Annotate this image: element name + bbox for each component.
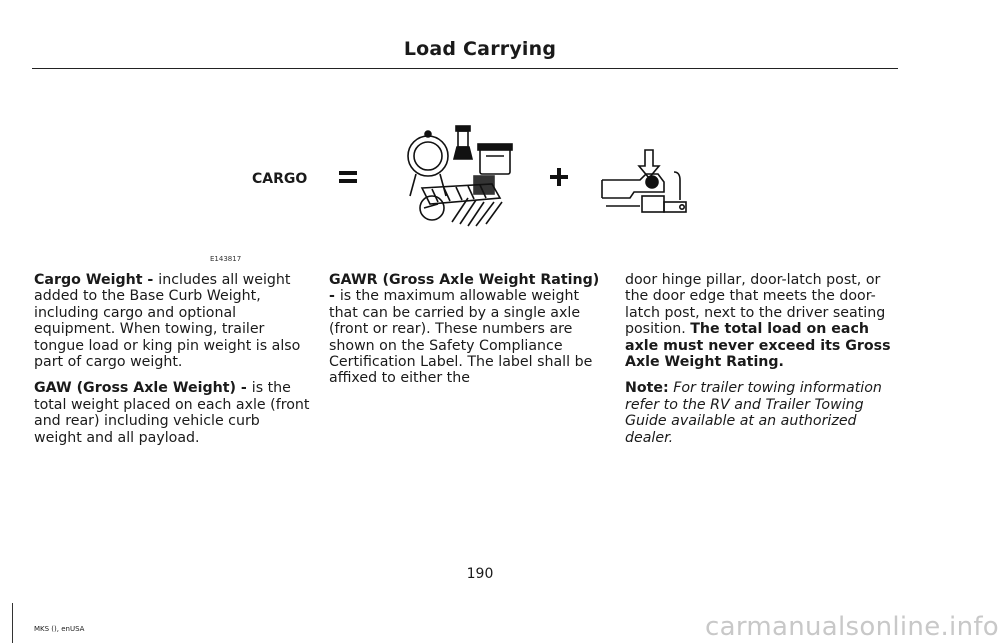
page-title: Load Carrying	[403, 38, 557, 60]
column-2	[329, 272, 605, 397]
label-location-text: door hinge pillar, door-latch post, or the door edge that meets the door-latch post, next to the driver seating position.	[625, 272, 886, 338]
column-3	[625, 272, 901, 456]
column-1	[34, 272, 310, 456]
axle-load-warning: The total load on each axle must never exceed its Gross Axle Weight Rating.	[625, 321, 891, 371]
note-text: For trailer towing information refer to the RV and Trailer Towing Guide available at an authorized dealer.	[625, 380, 882, 446]
equals-icon	[339, 171, 359, 185]
gaw-paragraph	[34, 380, 310, 446]
page-number: 190	[466, 566, 494, 582]
watermark: carmanualsonline.info	[705, 612, 999, 642]
towing-note-paragraph	[625, 380, 901, 446]
figure-code: E143817	[210, 255, 242, 263]
gaw-term: GAW (Gross Axle Weight) -	[34, 380, 252, 397]
figure-cargo-label: CARGO	[252, 171, 308, 187]
cargo-weight-paragraph	[34, 272, 310, 370]
header-divider	[32, 68, 898, 69]
label-location-paragraph	[625, 272, 901, 370]
gawr-text: is the maximum allowable weight that can be carried by a single axle (front or rear). These numbers are shown on the Safety Compliance Certification Label. The label shall be affixed to either the	[329, 288, 593, 387]
footer-code: MKS (), enUSA	[34, 625, 85, 633]
note-label: Note:	[625, 380, 669, 397]
plus-icon	[550, 168, 568, 186]
gawr-term: GAWR (Gross Axle Weight Rating) -	[329, 272, 600, 305]
cargo-weight-term: Cargo Weight -	[34, 272, 159, 288]
gaw-text: is the total weight placed on each axle (front and rear) including vehicle curb weight and all payload.	[34, 380, 310, 446]
camping-gear-icon	[402, 118, 520, 230]
trailer-hitch-icon	[596, 148, 696, 218]
crop-mark	[12, 603, 13, 643]
cargo-weight-text: includes all weight added to the Base Curb Weight, including cargo and optional equipment. When towing, trailer tongue load or king pin weight is also part of cargo weight.	[34, 272, 301, 371]
gawr-paragraph	[329, 272, 605, 387]
